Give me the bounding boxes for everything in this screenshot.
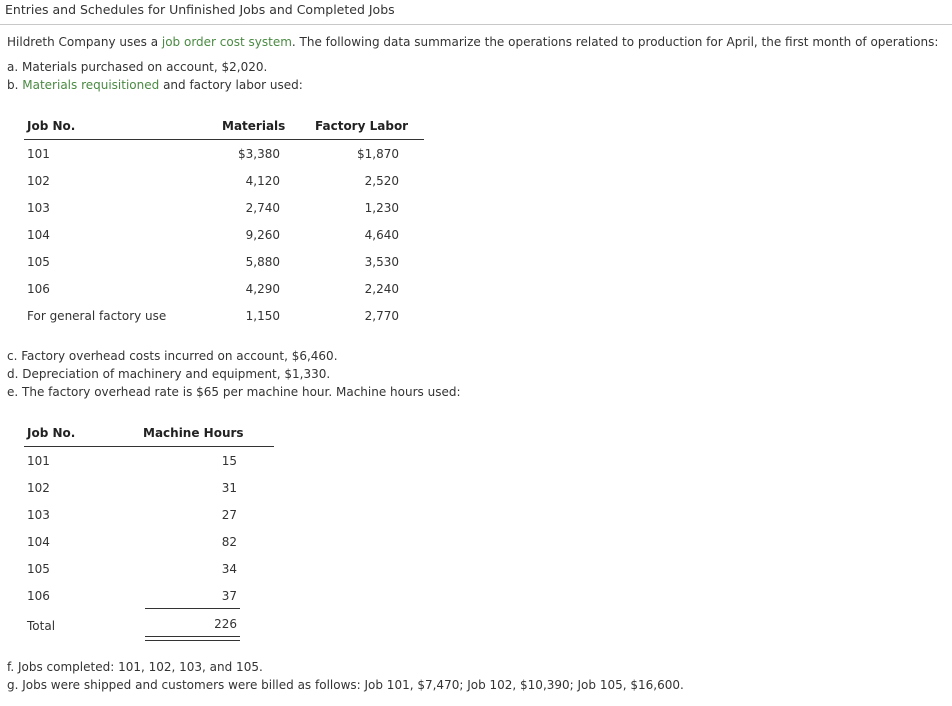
item-c: c. Factory overhead costs incurred on account, $6,460. <box>7 349 338 363</box>
header-job-no: Job No. <box>27 426 76 440</box>
item-e: e. The factory overhead rate is $65 per machine hour. Machine hours used: <box>7 385 461 399</box>
table-row-labor: 4,640 <box>364 228 399 242</box>
table-row-job: 104 <box>27 228 50 242</box>
table-row-hours: 15 <box>221 454 237 468</box>
total-rule <box>145 608 240 609</box>
intro-text-start: Hildreth Company uses a <box>7 35 162 49</box>
item-b <box>7 78 303 92</box>
intro-text-end: . The following data summarize the operations related to production for April, the first month of operations: <box>291 35 939 49</box>
table-row-hours: 37 <box>221 589 237 603</box>
table-row-labor: 2,770 <box>364 309 399 323</box>
job-order-cost-system-link[interactable]: job order cost system <box>161 35 292 49</box>
table-row-labor: 1,230 <box>364 201 399 215</box>
total-hours: 226 <box>214 617 237 631</box>
header-machine-hours: Machine Hours <box>143 426 244 440</box>
table-row-job: 106 <box>27 589 50 603</box>
table-row-job: 105 <box>27 562 50 576</box>
table2-header-rule <box>24 446 274 447</box>
item-b-suffix: and factory labor used: <box>159 78 303 92</box>
title-divider <box>0 24 952 25</box>
table-row-job: For general factory use <box>27 309 167 323</box>
header-factory-labor: Factory Labor <box>315 119 409 133</box>
table-row-job: 103 <box>27 201 50 215</box>
table-row-job: 102 <box>27 174 50 188</box>
total-label: Total <box>27 619 56 633</box>
table-row-job: 105 <box>27 255 50 269</box>
table1-header-rule <box>24 139 424 140</box>
intro-paragraph <box>7 35 938 49</box>
materials-requisitioned-link[interactable]: Materials requisitioned <box>22 78 160 92</box>
table-row-hours: 27 <box>221 508 237 522</box>
item-f: f. Jobs completed: 101, 102, 103, and 105. <box>7 660 263 674</box>
table-row-job: 101 <box>27 147 50 161</box>
table-row-job: 101 <box>27 454 50 468</box>
table-row-job: 103 <box>27 508 50 522</box>
table-row-materials: 4,120 <box>245 174 280 188</box>
table-row-materials: $3,380 <box>238 147 280 161</box>
table-row-materials: 4,290 <box>245 282 280 296</box>
table-row-hours: 34 <box>221 562 237 576</box>
table-row-materials: 5,880 <box>245 255 280 269</box>
header-job-no: Job No. <box>27 119 76 133</box>
table-row-labor: 3,530 <box>364 255 399 269</box>
header-materials: Materials <box>222 119 286 133</box>
table-row-materials: 9,260 <box>245 228 280 242</box>
table-row-job: 104 <box>27 535 50 549</box>
table-row-materials: 1,150 <box>245 309 280 323</box>
item-a: a. Materials purchased on account, $2,020. <box>7 60 268 74</box>
table-row-job: 106 <box>27 282 50 296</box>
table-row-labor: 2,520 <box>364 174 399 188</box>
table-row-labor: $1,870 <box>357 147 399 161</box>
table-row-materials: 2,740 <box>245 201 280 215</box>
item-d: d. Depreciation of machinery and equipment, $1,330. <box>7 367 331 381</box>
table-row-labor: 2,240 <box>364 282 399 296</box>
table-row-hours: 31 <box>221 481 237 495</box>
table-row-job: 102 <box>27 481 50 495</box>
total-double-rule <box>145 636 240 641</box>
page-title: Entries and Schedules for Unfinished Jobs and Completed Jobs <box>5 2 395 17</box>
table-row-hours: 82 <box>221 535 237 549</box>
item-g: g. Jobs were shipped and customers were billed as follows: Job 101, $7,470; Job 102, $10,390; Job 105, $16,600. <box>7 678 684 692</box>
item-b-prefix: b. <box>7 78 23 92</box>
